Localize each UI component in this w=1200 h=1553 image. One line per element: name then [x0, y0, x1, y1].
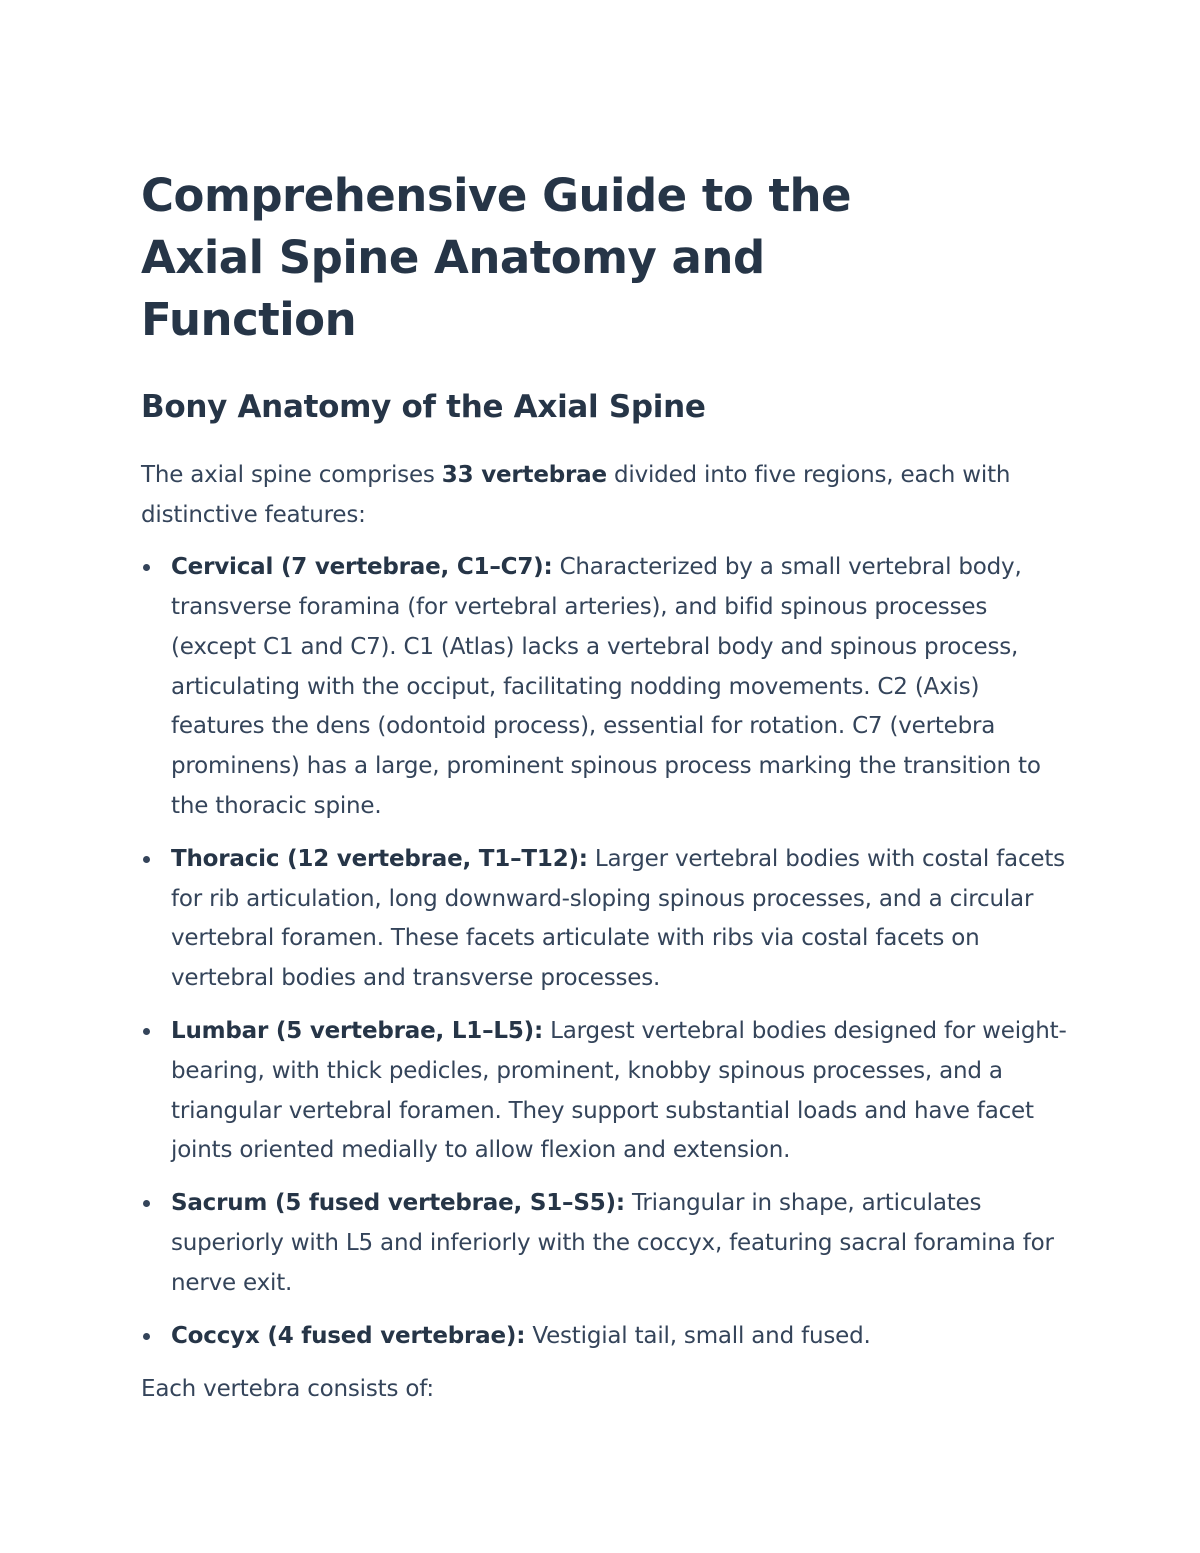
intro-text-end: divided into five regions, each with distinctive features: — [141, 462, 1011, 528]
bullet-icon — [143, 1333, 150, 1340]
region-description: Triangular in shape, articulates superiorly with L5 and inferiorly with the coccyx, featuring sacral foramina for nerve exit. — [171, 1190, 1054, 1296]
region-label: Coccyx (4 fused vertebrae): — [171, 1323, 526, 1350]
list-item-coccyx — [141, 1317, 1071, 1357]
region-description: Largest vertebral bodies designed for weight-bearing, with thick pedicles, prominent, knobby spinous processes, and a triangular vertebral foramen. They support substantial loads and have facet joints oriented medially to allow flexion and extension. — [171, 1018, 1067, 1164]
bullet-icon — [143, 1200, 150, 1207]
page-title: Comprehensive Guide to the Axial Spine Anatomy and Function — [141, 169, 852, 346]
list-item-cervical — [141, 548, 1071, 826]
outro-paragraph: Each vertebra consists of: — [141, 1376, 434, 1403]
document-page — [141, 165, 1071, 1410]
region-description: Vestigial tail, small and fused. — [525, 1323, 871, 1350]
bullet-icon — [143, 564, 150, 571]
region-description: Larger vertebral bodies with costal facets for rib articulation, long downward-sloping spinous processes, and a circular vertebral foramen. These facets articulate with ribs via costal facets on vertebral bodies and transverse processes. — [171, 845, 1065, 991]
region-description: Characterized by a small vertebral body, transverse foramina (for vertebral arteries), and bifid spinous processes (except C1 and C7). C1 (Atlas) lacks a vertebral body and spinous process, articulating with the occiput, facilitating nodding movements. C2 (Axis) features the dens (odontoid process), essential for rotation. C7 (vertebra prominens) has a large, prominent spinous process marking the transition to the thoracic spine. — [171, 554, 1041, 819]
list-item-lumbar — [141, 1012, 1071, 1171]
region-label: Cervical (7 vertebrae, C1–C7): — [171, 554, 553, 581]
intro-text-start: The axial spine comprises — [141, 462, 442, 488]
regions-list — [141, 548, 1071, 1356]
region-label: Sacrum (5 fused vertebrae, S1–S5): — [171, 1190, 625, 1217]
region-label: Lumbar (5 vertebrae, L1–L5): — [171, 1018, 543, 1045]
region-label: Thoracic (12 vertebrae, T1–T12): — [171, 845, 588, 872]
intro-paragraph — [141, 456, 1071, 535]
list-item-sacrum — [141, 1184, 1071, 1303]
intro-bold-count: 33 vertebrae — [441, 462, 607, 488]
section-heading: Bony Anatomy of the Axial Spine — [141, 389, 706, 425]
bullet-icon — [143, 856, 150, 863]
bullet-icon — [143, 1028, 150, 1035]
list-item-thoracic — [141, 840, 1071, 999]
